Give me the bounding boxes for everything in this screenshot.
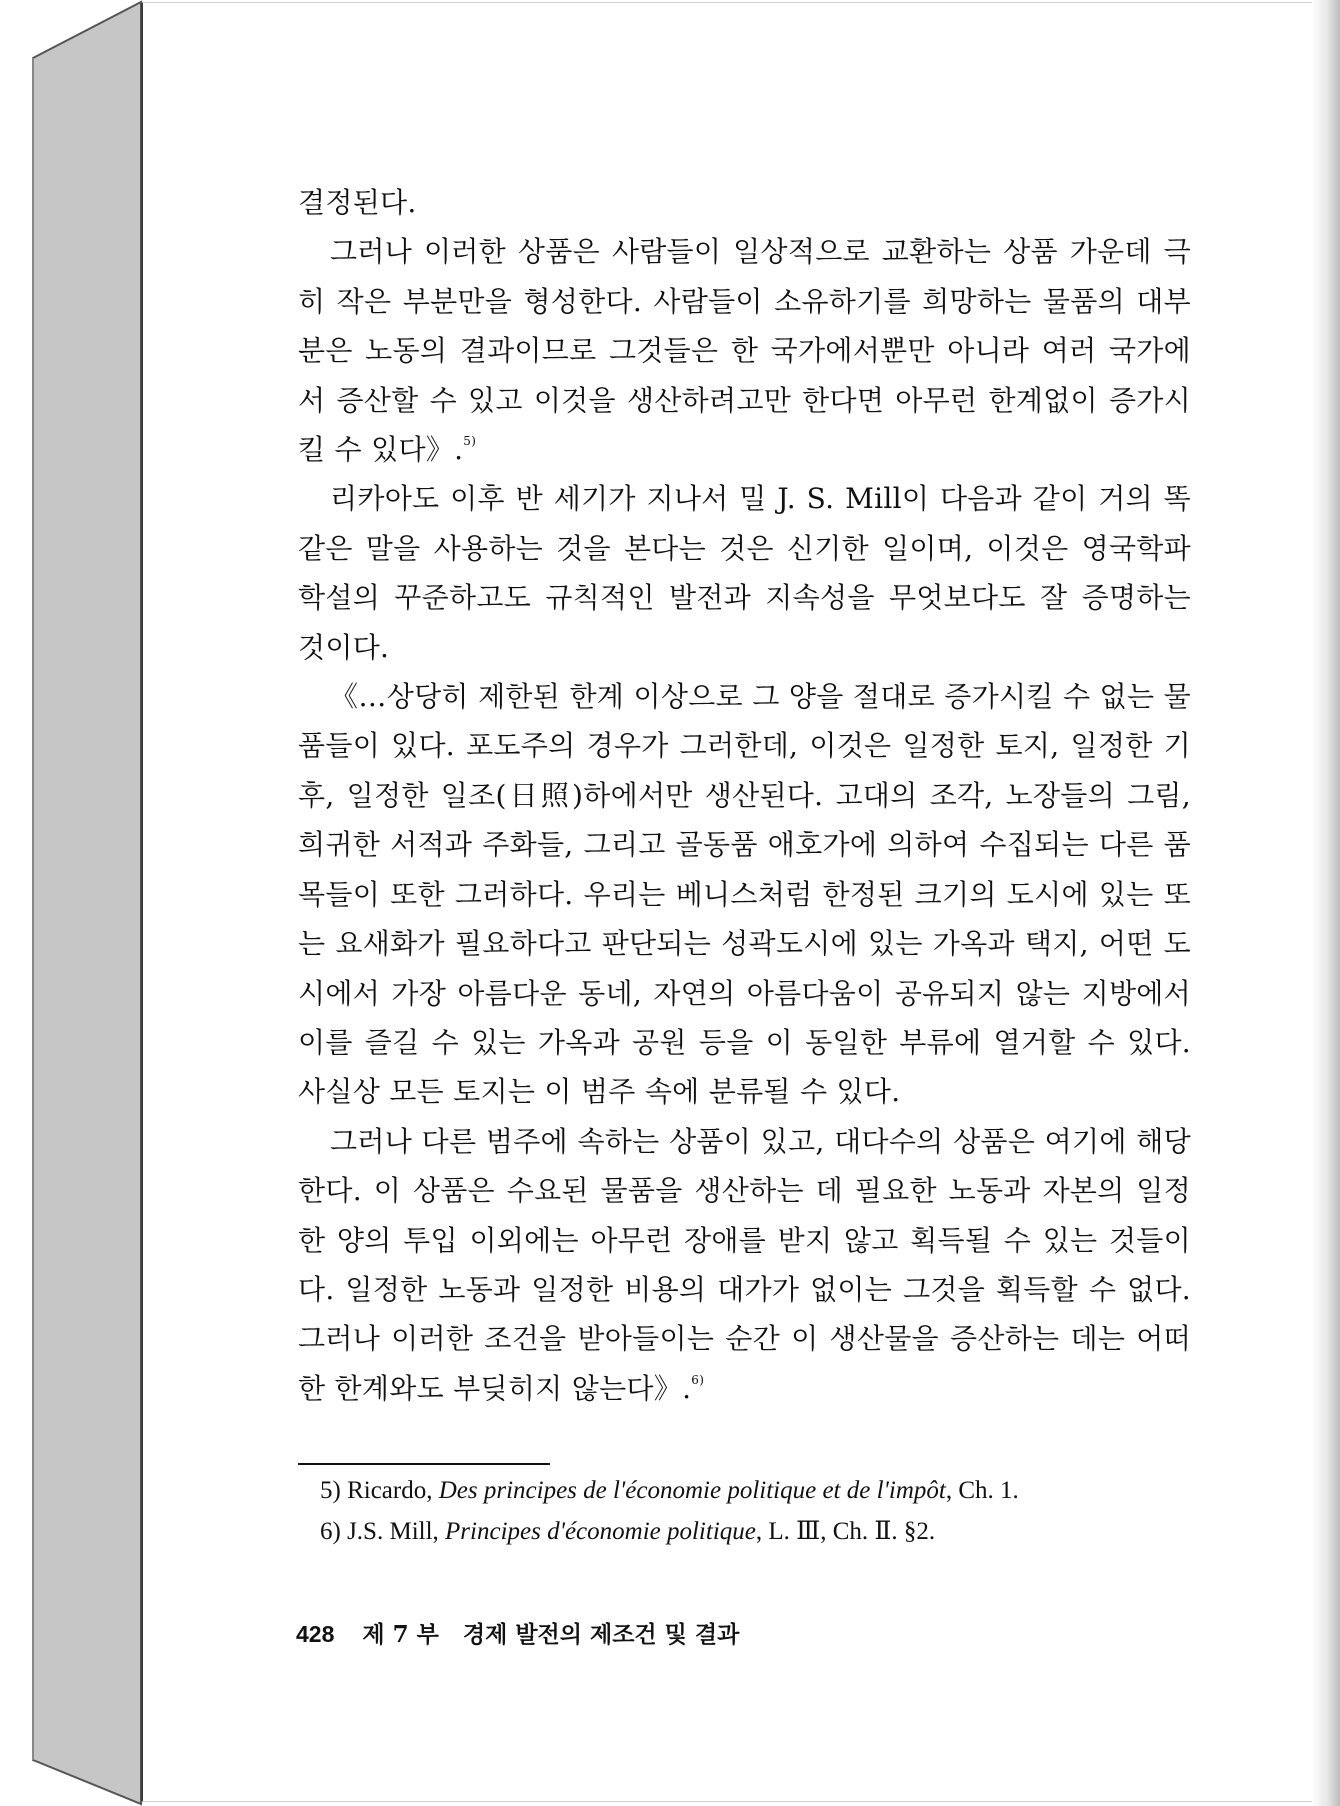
footnote-ref-6: 6)	[691, 1372, 705, 1387]
book-spine	[0, 0, 150, 1806]
footnote-6-rest: , L. Ⅲ, Ch. Ⅱ. §2.	[755, 1518, 936, 1545]
page-footer	[296, 1616, 739, 1649]
footnote-5-title: Des principes de l'économie politique et de l'impôt	[438, 1477, 946, 1504]
paragraph-2	[298, 227, 1191, 474]
footnote-rule	[298, 1463, 550, 1465]
paragraph-5	[298, 1117, 1191, 1413]
footnotes	[320, 1470, 1180, 1552]
footnote-6-number: 6)	[320, 1518, 341, 1545]
footnote-6-title: Principes d'économie politique	[445, 1518, 756, 1545]
footnote-ref-5: 5)	[463, 434, 477, 449]
footnote-6-author: J.S. Mill,	[347, 1518, 439, 1545]
footnote-5-number: 5)	[320, 1477, 341, 1504]
footnote-5	[320, 1470, 1180, 1511]
part-label: 제 7 부	[362, 1621, 439, 1648]
page-edge-shadow	[1312, 0, 1340, 1806]
paragraph-2-text: 그러나 이러한 상품은 사람들이 일상적으로 교환하는 상품 가운데 극히 작은 부분만을 형성한다. 사람들이 소유하기를 희망하는 물품의 대부분은 노동의 결과이므로 그것들은 한 국가에서뿐만 아니라 여러 국가에서 증산할 수 있고 이것을 생산하려고만 한다면 아무런 한계없이 증가시킬 수 있다》.	[298, 235, 1191, 467]
page-number: 428	[296, 1621, 335, 1647]
footnote-5-rest: , Ch. 1.	[945, 1477, 1019, 1504]
part-title: 경제 발전의 제조건 및 결과	[462, 1621, 740, 1648]
paragraph-1: 결정된다.	[298, 186, 417, 219]
paragraph-4-quote: 《…상당히 제한된 한계 이상으로 그 양을 절대로 증가시킬 수 없는 물품들이 있다. 포도주의 경우가 그러한데, 이것은 일정한 토지, 일정한 기후, 일정한 일조(日照)하에서만 생산된다. 고대의 조각, 노장들의 그림, 희귀한 서적과 주화들, 그리고 골동품 애호가에 의하여 수집되는 다른 품목들이 또한 그러하다. 우리는 베니스처럼 한정된 크기의 도시에 있는 또는 요새화가 필요하다고 판단되는 성곽도시에 있는 가옥과 택지, 어떤 도시에서 가장 아름다운 동네, 자연의 아름다움이 공유되지 않는 지방에서 이를 즐길 수 있는 가옥과 공원 등을 이 동일한 부류에 열거할 수 있다. 사실상 모든 토지는 이 범주 속에 분류될 수 있다.	[298, 680, 1191, 1109]
footnote-5-author: Ricardo,	[347, 1477, 433, 1504]
footnote-6	[320, 1511, 1180, 1552]
paragraph-5-text: 그러나 다른 범주에 속하는 상품이 있고, 대다수의 상품은 여기에 해당한다. 이 상품은 수요된 물품을 생산하는 데 필요한 노동과 자본의 일정한 양의 투입 이외에는 아무런 장애를 받지 않고 획득될 수 있는 것들이다. 일정한 노동과 일정한 비용의 대가가 없이는 그것을 획득할 수 없다. 그러나 이러한 조건을 받아들이는 순간 이 생산물을 증산하는 데는 어떠한 한계와도 부딪히지 않는다》.	[298, 1124, 1191, 1405]
paragraph-3: 리카아도 이후 반 세기가 지나서 밀 J. S. Mill이 다음과 같이 거의 똑같은 말을 사용하는 것을 본다는 것은 신기한 일이며, 이것은 영국학파 학설의 꾸준하고도 규칙적인 발전과 지속성을 무엇보다도 잘 증명하는 것이다.	[298, 482, 1191, 664]
body-text	[298, 178, 1191, 1413]
